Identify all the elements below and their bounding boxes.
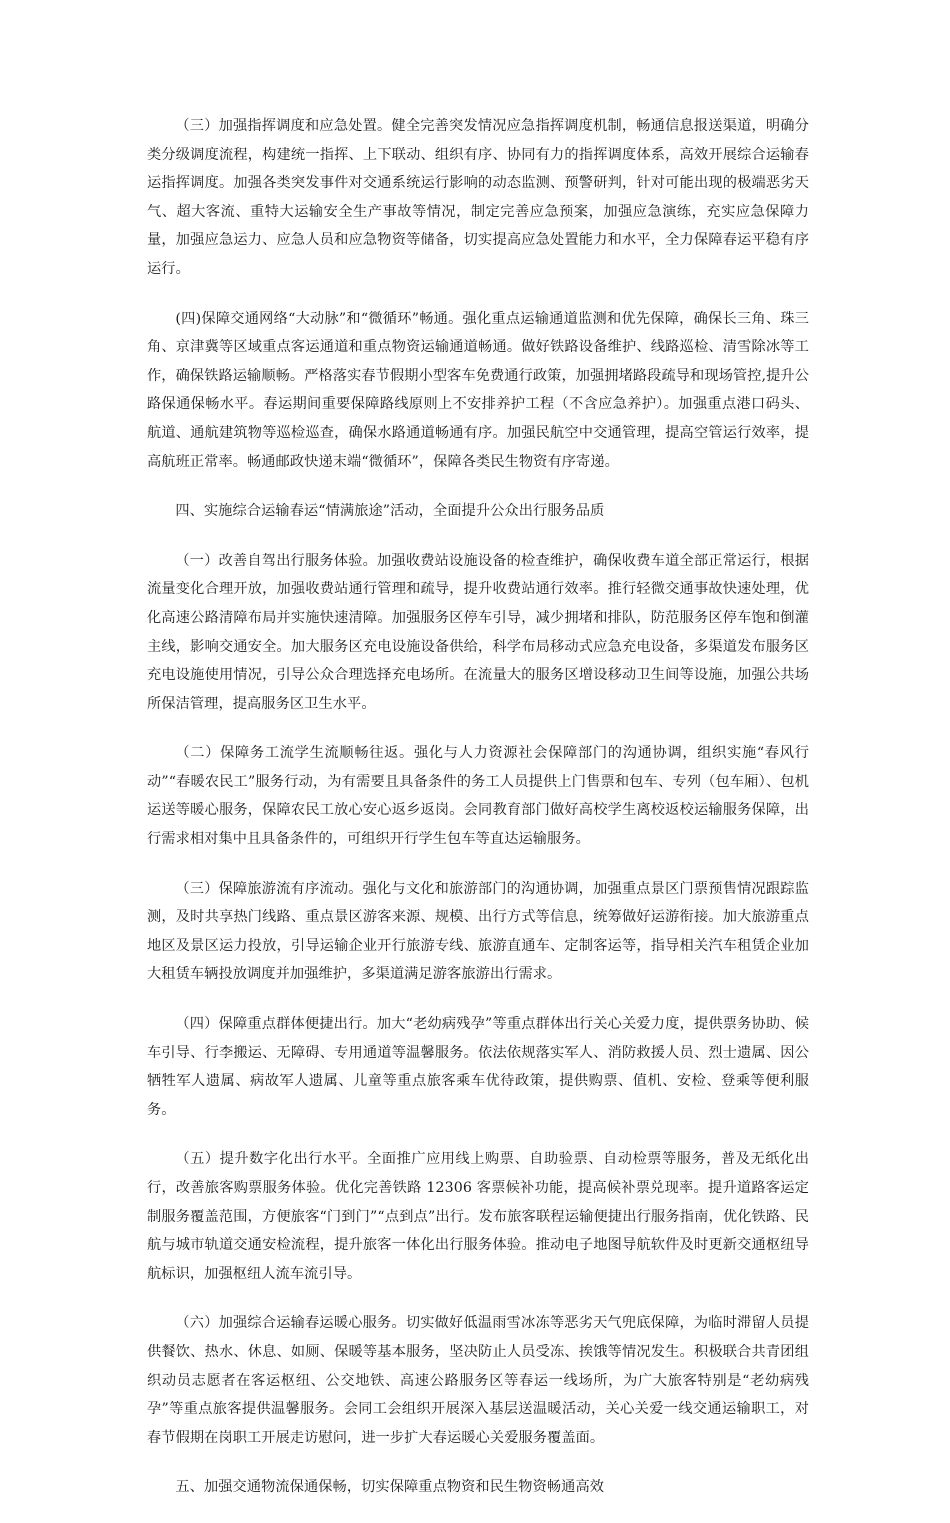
section-heading-five: 五、加强交通物流保通保畅，切实保障重点物资和民生物资畅通高效 — [175, 1479, 605, 1496]
paragraph-digital-travel: （五）提升数字化出行水平。全面推广应用线上购票、自助验票、自动检票等服务，普及无纸化出行，改善旅客购票服务体验。优化完善铁路 12306 客票候补功能，提高候补票兑现率。提升道路客运定制服务覆盖范围，方便旅客“门到门”“点到点”出行。发布旅客联程运输便捷出行服务指南，优化铁路、民航与城市轨道交通安检流程，提升旅客一体化出行服务体验。推动电子地图导航软件及时更新交通枢纽导航标识，加强枢纽人流车流引导。 — [147, 1151, 809, 1282]
paragraph-self-driving: （一）改善自驾出行服务体验。加强收费站设施设备的检查维护，确保收费车道全部正常运行，根据流量变化合理开放，加强收费站通行管理和疏导，提升收费站通行效率。推行轻微交通事故快速处理，优化高速公路清障布局并实施快速清障。加强服务区停车引导，减少拥堵和排队，防范服务区停车饱和倒灌主线，影响交通安全。加大服务区充电设施设备供给，科学布局移动式应急充电设备，多渠道发布服务区充电设施使用情况，引导公众合理选择充电场所。在流量大的服务区增设移动卫生间等设施，加强公共场所保洁管理，提高服务区卫生水平。 — [147, 552, 809, 712]
paragraph-key-groups: （四）保障重点群体便捷出行。加大“老幼病残孕”等重点群体出行关心关爱力度，提供票务协助、候车引导、行李搬运、无障碍、专用通道等温馨服务。依法依规落实军人、消防救援人员、烈士遗属、因公牺牲军人遗属、病故军人遗属、儿童等重点旅客乘车优待政策，提供购票、值机、安检、登乘等便利服务。 — [147, 1016, 809, 1118]
paragraph-traffic-network: (四)保障交通网络“大动脉”和“微循环”畅通。强化重点运输通道监测和优先保障，确保长三角、珠三角、京津冀等区域重点客运通道和重点物资运输通道畅通。做好铁路设备维护、线路巡检、清雪除冰等工作，确保铁路运输顺畅。严格落实春节假期小型客车免费通行政策，加强拥堵路段疏导和现场管控,提升公路保通保畅水平。春运期间重要保障路线原则上不安排养护工程（不含应急养护）。加强重点港口码头、航道、通航建筑物等巡检巡查，确保水路通道畅通有序。加强民航空中交通管理，提高空管运行效率，提高航班正常率。畅通邮政快递末端“微循环”，保障各类民生物资有序寄递。 — [147, 310, 809, 470]
section-heading-four: 四、实施综合运输春运“情满旅途”活动，全面提升公众出行服务品质 — [175, 503, 605, 520]
document-body — [147, 112, 809, 1523]
paragraph-workers-students: （二）保障务工流学生流顺畅往返。强化与人力资源社会保障部门的沟通协调，组织实施“春风行动”“春暖农民工”服务行动，为有需要且具备条件的务工人员提供上门售票和包车、专列（包车厢）、包机运送等暖心服务，保障农民工放心安心返乡返岗。会同教育部门做好高校学生离校返校运输服务保障，出行需求相对集中且具备条件的，可组织开行学生包车等直达运输服务。 — [147, 745, 809, 848]
paragraph-tourism-flow: （三）保障旅游流有序流动。强化与文化和旅游部门的沟通协调，加强重点景区门票预售情况跟踪监测，及时共享热门线路、重点景区游客来源、规模、出行方式等信息，统筹做好运游衔接。加大旅游重点地区及景区运力投放，引导运输企业开行旅游专线、旅游直通车、定制客运等，指导相关汽车租赁企业加大租赁车辆投放调度并加强维护，多渠道满足游客旅游出行需求。 — [147, 880, 809, 983]
paragraph-command-dispatch: （三）加强指挥调度和应急处置。健全完善突发情况应急指挥调度机制，畅通信息报送渠道，明确分类分级调度流程，构建统一指挥、上下联动、组织有序、协同有力的指挥调度体系，高效开展综合运输春运指挥调度。加强各类突发事件对交通系统运行影响的动态监测、预警研判，针对可能出现的极端恶劣天气、超大客流、重特大运输安全生产事故等情况，制定完善应急预案，加强应急演练，充实应急保障力量，加强应急运力、应急人员和应急物资等储备，切实提高应急处置能力和水平，全力保障春运平稳有序运行。 — [147, 118, 809, 277]
paragraph-warm-services: （六）加强综合运输春运暖心服务。切实做好低温雨雪冰冻等恶劣天气兜底保障，为临时滞留人员提供餐饮、热水、休息、如厕、保暖等基本服务，坚决防止人员受冻、挨饿等情况发生。积极联合共青团组织动员志愿者在客运枢纽、公交地铁、高速公路服务区等春运一线场所，为广大旅客特别是“老幼病残孕”等重点旅客提供温馨服务。会同工会组织开展深入基层送温暖活动，关心关爱一线交通运输职工，对春节假期在岗职工开展走访慰问，进一步扩大春运暖心关爱服务覆盖面。 — [147, 1315, 809, 1446]
